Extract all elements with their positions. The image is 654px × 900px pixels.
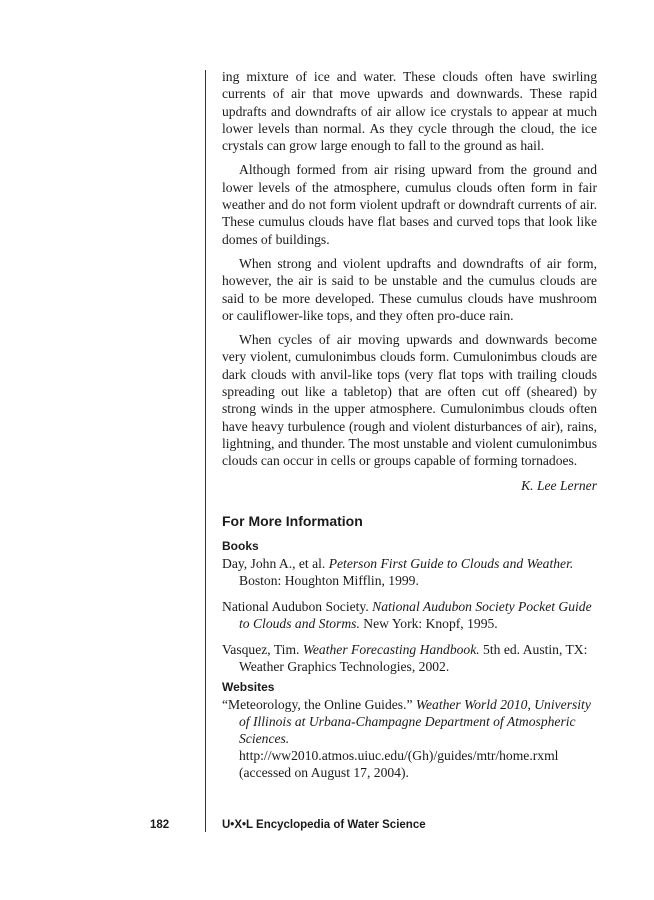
running-title: U•X•L Encyclopedia of Water Science [222, 819, 426, 831]
page-number: 182 [150, 819, 170, 831]
ref-title: Peterson First Guide to Clouds and Weather. [328, 555, 574, 571]
page-content [222, 68, 597, 790]
book-reference [222, 641, 597, 675]
website-reference [222, 696, 597, 781]
body-paragraph: When strong and violent updrafts and downdrafts of air form, however, the air is said to be unstable and the cumulus clouds are said to be more developed. These cumulus clouds have mushroom or cauliflower-like tops, and they often pro-duce rain. [222, 255, 597, 323]
margin-rule [205, 70, 206, 832]
ref-publication: 5th ed. Austin, TX: Weather Graphics Technologies, 2002. [239, 641, 588, 674]
body-paragraph: Although formed from air rising upward from the ground and lower levels of the atmosphere, cumulus clouds often form in fair weather and do not form violent updraft or downdraft currents of air. These cumulus clouds have flat bases and curved tops that look like domes of buildings. [222, 162, 597, 247]
ref-title: Weather World 2010, University of Illinois at Urbana-Champagne Department of Atmospheric Sciences. [239, 696, 591, 746]
ref-publication: Boston: Houghton Mifflin, 1999. [239, 572, 419, 588]
books-heading: Books [222, 538, 259, 553]
ref-author: Day, John A., et al. [222, 555, 329, 571]
body-paragraph: ing mixture of ice and water. These clouds often have swirling currents of air that move upwards and downwards. These rapid updrafts and downdrafts of air allow ice crystals to appear at much lower levels than normal. As they cycle through the cloud, the ice crystals can grow large enough to fall to the ground as hail. [222, 69, 597, 154]
ref-url: http://ww2010.atmos.uiuc.edu/(Gh)/guides/mtr/home.rxml (accessed on August 17, 2004). [239, 747, 559, 780]
ref-author: National Audubon Society. [222, 598, 373, 614]
author-byline: K. Lee Lerner [521, 477, 597, 493]
ref-title: National Audubon Society Pocket Guide to Clouds and Storms. [239, 598, 592, 631]
ref-author: Vasquez, Tim. [222, 641, 303, 657]
ref-publication: New York: Knopf, 1995. [359, 615, 498, 631]
body-paragraph: When cycles of air moving upwards and downwards become very violent, cumulonimbus clouds form. Cumulonimbus clouds are dark clouds with anvil-like tops (very flat tops with trailing clouds spreading out like a tabletop) that are often cut off (sheared) by strong winds in the upper atmosphere. Cumulonimbus clouds often have heavy turbulence (rough and violent disturbances of air), rains, lightning, and thunder. The most unstable and violent cumulonimbus clouds can occur in cells or groups capable of forming tornadoes. [222, 332, 597, 469]
book-reference [222, 555, 597, 589]
websites-heading: Websites [222, 679, 275, 694]
book-reference [222, 598, 597, 632]
more-info-heading: For More Information [222, 512, 363, 529]
ref-title: Weather Forecasting Handbook. [302, 641, 480, 657]
ref-author: “Meteorology, the Online Guides.” [222, 696, 416, 712]
